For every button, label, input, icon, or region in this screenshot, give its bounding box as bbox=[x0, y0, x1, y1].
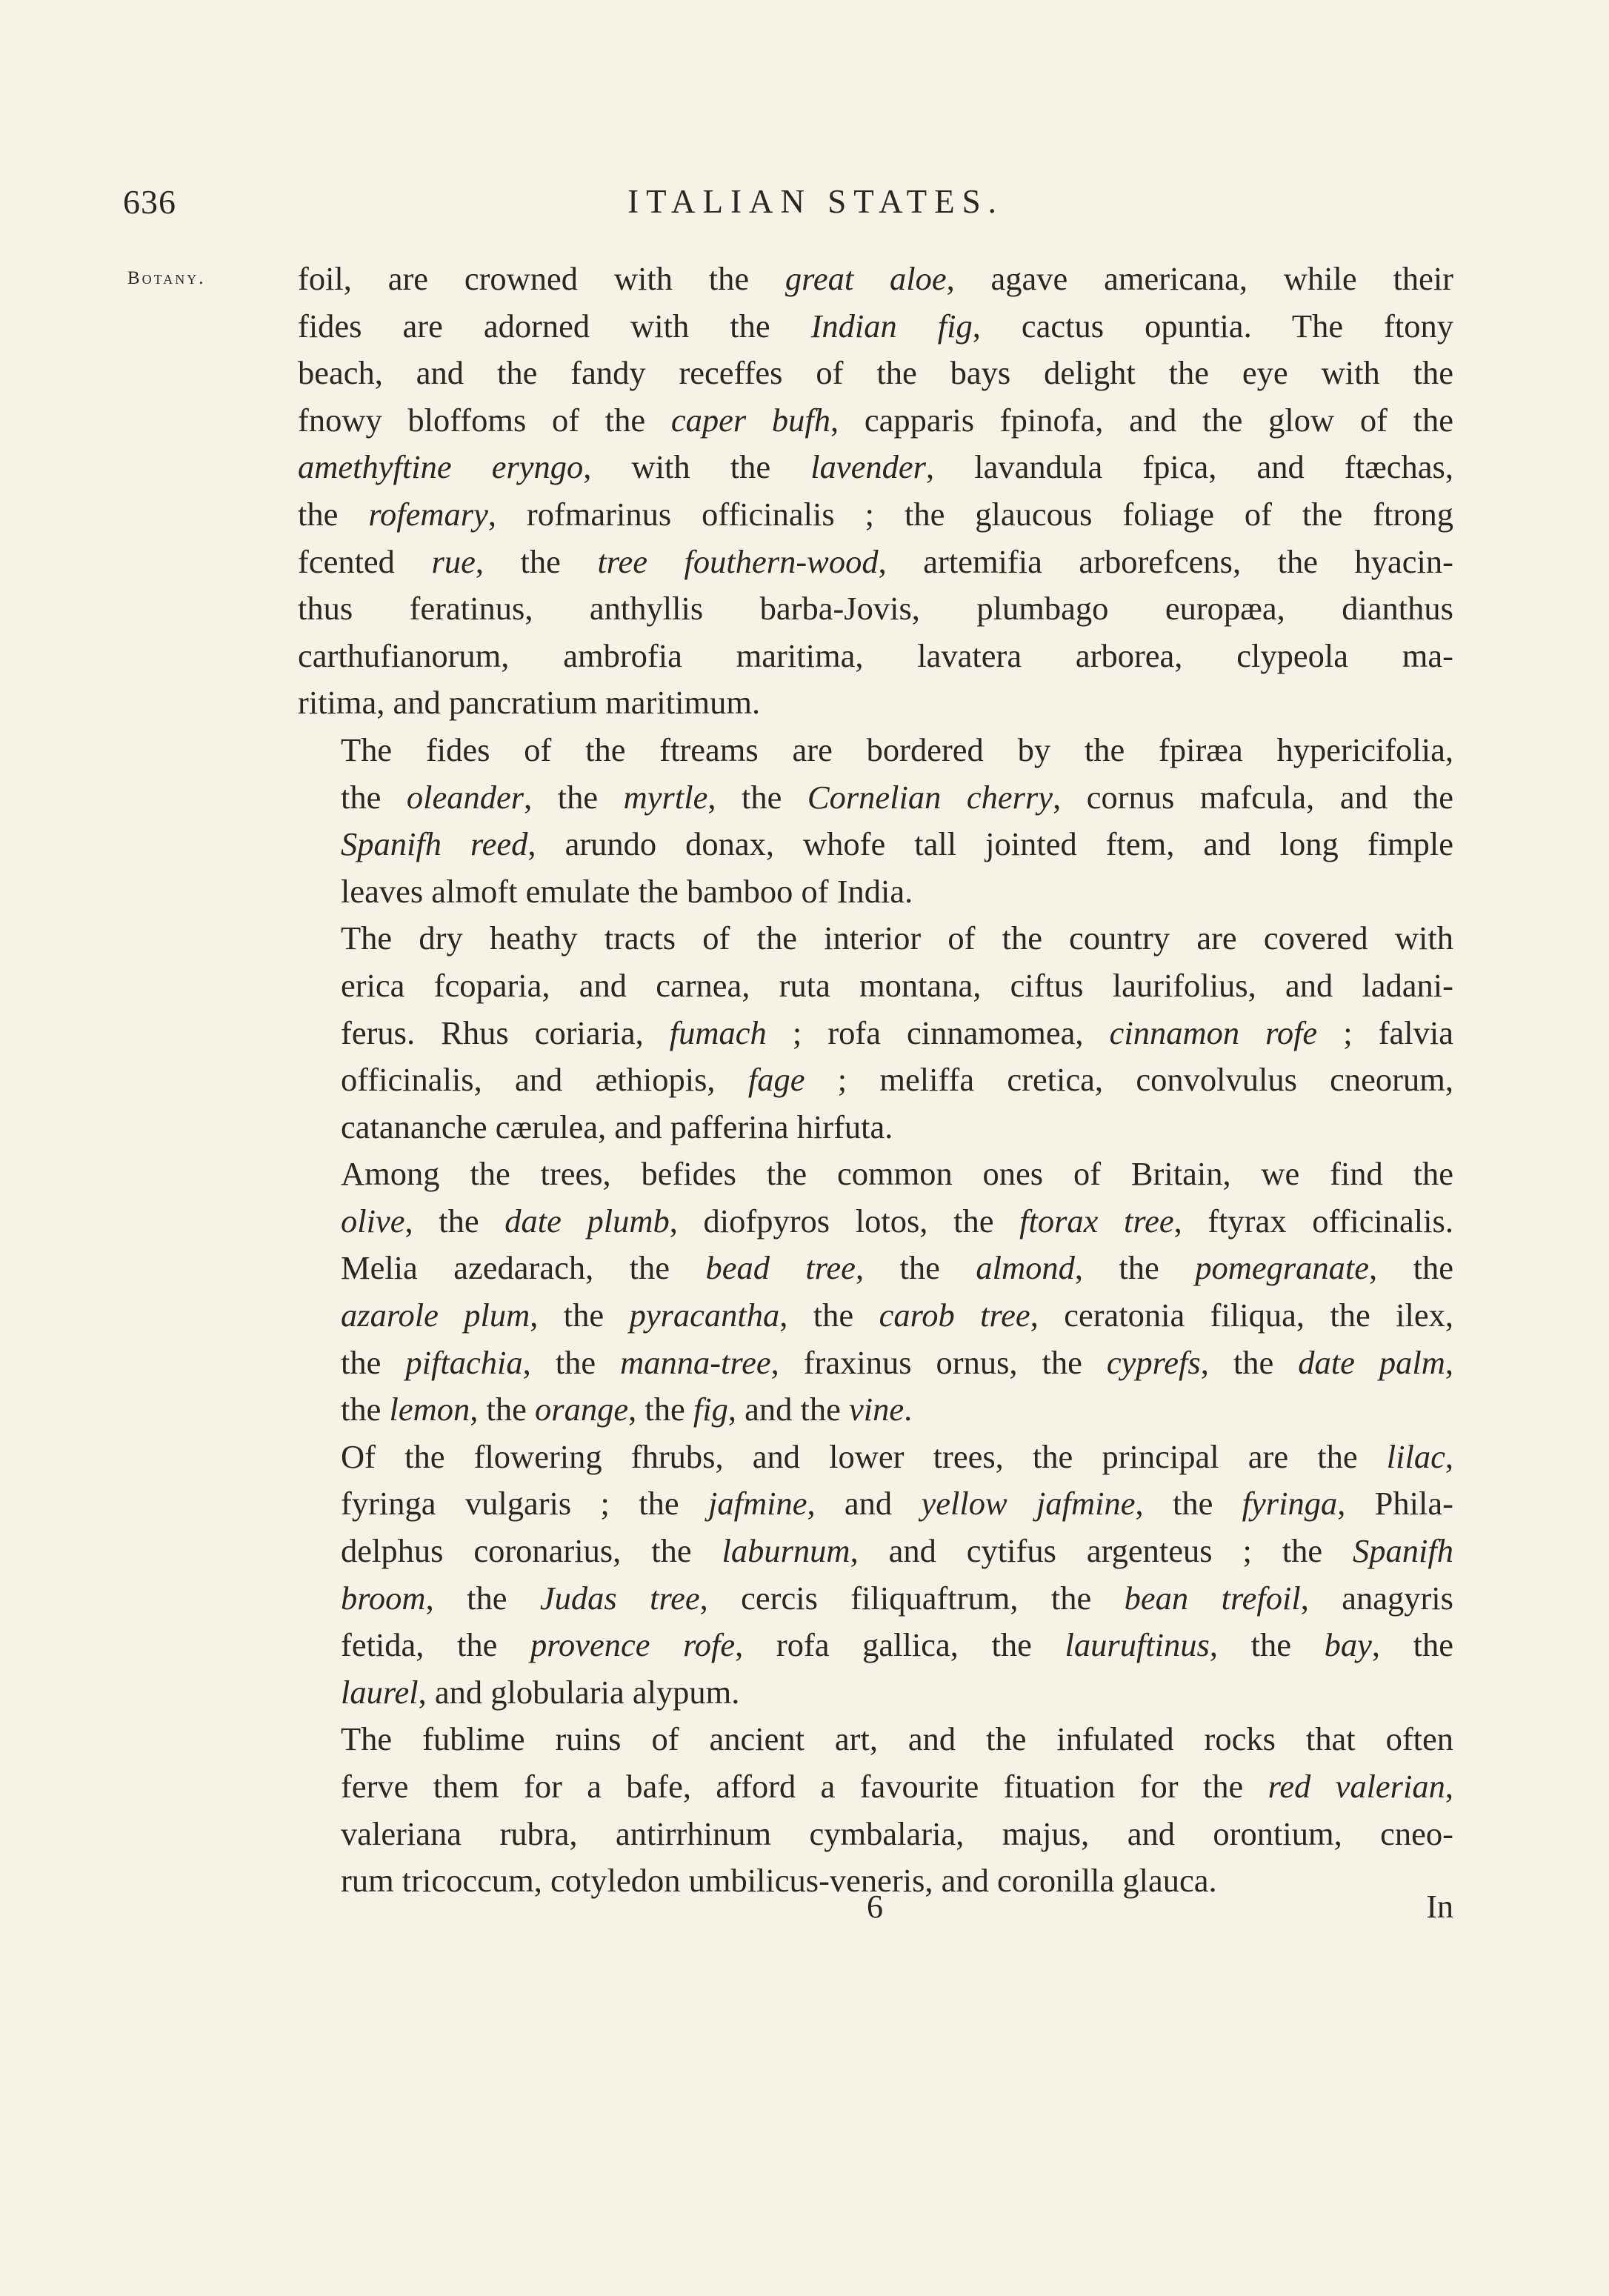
text-line: laurel, and globularia alypum. bbox=[341, 1673, 740, 1711]
text-line: fnowy bloffoms of the caper bufh, capparis fpinofa, and the glow of the bbox=[298, 401, 1453, 439]
paragraph bbox=[298, 256, 1453, 727]
page-number: 636 bbox=[123, 183, 176, 221]
text-line: fides are adorned with the Indian fig, cactus opuntia. The ftony bbox=[298, 307, 1453, 345]
signature-mark: 6 bbox=[867, 1889, 883, 1925]
text-line: the rofemary, rofmarinus officinalis ; the glaucous foliage of the ftrong bbox=[298, 495, 1453, 533]
text-line: Spanifh reed, arundo donax, whofe tall jointed ftem, and long fimple bbox=[341, 825, 1453, 863]
text-line: fyringa vulgaris ; the jafmine, and yellow jafmine, the fyringa, Phila- bbox=[341, 1485, 1453, 1523]
running-head: ITALIAN STATES. bbox=[627, 183, 1004, 220]
text-line: delphus coronarius, the laburnum, and cytifus argenteus ; the Spanifh bbox=[341, 1532, 1453, 1570]
catchword: In bbox=[1426, 1889, 1453, 1925]
page-footer bbox=[298, 1888, 1453, 1935]
paragraph bbox=[298, 1434, 1453, 1717]
paragraph bbox=[298, 727, 1453, 915]
text-line: amethyftine eryngo, with the lavender, lavandula fpica, and ftæchas, bbox=[298, 448, 1453, 486]
margin-sidenote: Botany. bbox=[127, 268, 206, 288]
text-line: The fublime ruins of ancient art, and the infulated rocks that often bbox=[341, 1720, 1453, 1758]
text-line: the oleander, the myrtle, the Cornelian cherry, cornus mafcula, and the bbox=[341, 778, 1453, 816]
text-line: Among the trees, befides the common ones of Britain, we find the bbox=[341, 1155, 1453, 1193]
text-line: rum tricoccum, cotyledon umbilicus-veneris, and coronilla glauca. bbox=[341, 1862, 1217, 1900]
text-line: The fides of the ftreams are bordered by the fpiræa hypericifolia, bbox=[341, 731, 1453, 768]
text-line: fcented rue, the tree fouthern-wood, artemifia arborefcens, the hyacin- bbox=[298, 542, 1453, 580]
text-line: the lemon, the orange, the fig, and the vine. bbox=[341, 1391, 913, 1428]
text-line: broom, the Judas tree, cercis filiquaftrum, the bean trefoil, anagyris bbox=[341, 1579, 1453, 1617]
paragraph bbox=[298, 1151, 1453, 1434]
text-line: Melia azedarach, the bead tree, the almond, the pomegranate, the bbox=[341, 1249, 1453, 1287]
paragraph bbox=[298, 1716, 1453, 1904]
text-line: catananche cærulea, and pafferina hirfuta. bbox=[341, 1108, 893, 1145]
text-line: thus feratinus, anthyllis barba-Jovis, plumbago europæa, dianthus bbox=[298, 590, 1453, 628]
text-line: valeriana rubra, antirrhinum cymbalaria, majus, and orontium, cneo- bbox=[341, 1814, 1453, 1852]
text-line: Of the flowering fhrubs, and lower trees, the principal are the lilac, bbox=[341, 1437, 1453, 1475]
text-line: olive, the date plumb, diofpyros lotos, the ftorax tree, ftyrax officinalis. bbox=[341, 1202, 1453, 1239]
text-line: fetida, the provence rofe, rofa gallica, the lauruftinus, the bay, the bbox=[341, 1626, 1453, 1664]
paragraph bbox=[298, 915, 1453, 1151]
text-line: ferve them for a bafe, afford a favourite fituation for the red valerian, bbox=[341, 1768, 1453, 1805]
body-text bbox=[298, 256, 1453, 1905]
text-line: The dry heathy tracts of the interior of the country are covered with bbox=[341, 919, 1453, 957]
text-line: carthufianorum, ambrofia maritima, lavatera arborea, clypeola ma- bbox=[298, 636, 1453, 674]
text-line: ritima, and pancratium maritimum. bbox=[298, 684, 761, 722]
text-line: azarole plum, the pyracantha, the carob tree, ceratonia filiqua, the ilex, bbox=[341, 1297, 1453, 1334]
text-line: officinalis, and æthiopis, fage ; meliffa cretica, convolvulus cneorum, bbox=[341, 1061, 1453, 1099]
page-header bbox=[123, 182, 1449, 234]
text-line: ferus. Rhus coriaria, fumach ; rofa cinnamomea, cinnamon rofe ; falvia bbox=[341, 1014, 1453, 1051]
text-line: erica fcoparia, and carnea, ruta montana, ciftus laurifolius, and ladani- bbox=[341, 966, 1453, 1004]
text-line: leaves almoft emulate the bamboo of India. bbox=[341, 872, 913, 910]
text-line: foil, are crowned with the great aloe, agave americana, while their bbox=[298, 260, 1454, 297]
text-line: the piftachia, the manna-tree, fraxinus ornus, the cyprefs, the date palm, bbox=[341, 1343, 1453, 1381]
text-line: beach, and the fandy receffes of the bays delight the eye with the bbox=[298, 354, 1453, 392]
